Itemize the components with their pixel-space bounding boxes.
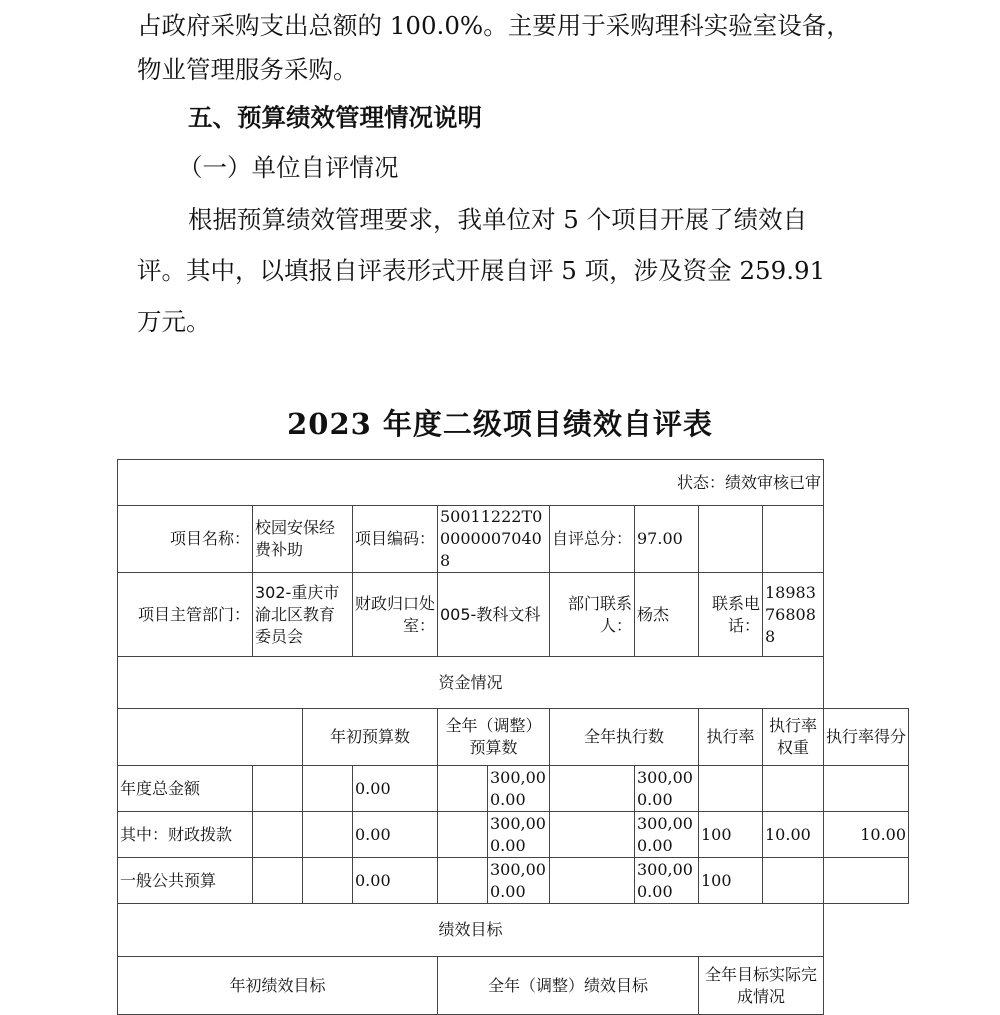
adjusted-budget-value: 300,000.00 bbox=[488, 766, 550, 812]
body-paragraph-line: 根据预算绩效管理要求，我单位对 5 个项目开展了绩效自 bbox=[188, 205, 808, 234]
phone-label: 联系电话： bbox=[699, 573, 763, 657]
row-label: 年度总金额 bbox=[118, 766, 253, 812]
initial-budget-value: 0.00 bbox=[353, 812, 438, 858]
contact-label: 部门联系人： bbox=[550, 573, 635, 657]
header-rate-weight: 执行率权重 bbox=[763, 709, 824, 766]
rate-score-value bbox=[824, 766, 909, 812]
targets-section-header: 绩效目标 bbox=[118, 904, 824, 957]
status-text: 状态：绩效审核已审 bbox=[676, 472, 821, 492]
empty-cell bbox=[253, 812, 303, 858]
body-paragraph-line: 评。其中，以填报自评表形式开展自评 5 项，涉及资金 259.91 bbox=[137, 256, 826, 285]
adjusted-budget-value: 300,000.00 bbox=[488, 812, 550, 858]
status-cell bbox=[118, 460, 824, 506]
office-value: 005-教科文科 bbox=[438, 573, 550, 657]
header-initial-budget: 年初预算数 bbox=[303, 709, 438, 766]
table-row bbox=[118, 812, 909, 858]
execution-rate-value bbox=[699, 766, 763, 812]
header-executed: 全年执行数 bbox=[550, 709, 699, 766]
performance-evaluation-table bbox=[117, 459, 909, 1015]
header-execution-rate: 执行率 bbox=[699, 709, 763, 766]
self-score-label: 自评总分： bbox=[550, 506, 635, 573]
body-paragraph-line: 物业管理服务采购。 bbox=[137, 55, 358, 84]
empty-cell bbox=[438, 812, 488, 858]
empty-cell bbox=[253, 858, 303, 904]
header-rate-score: 执行率得分 bbox=[824, 709, 909, 766]
section-heading: 五、预算绩效管理情况说明 bbox=[188, 103, 482, 132]
executed-value: 300,000.00 bbox=[635, 766, 699, 812]
header-actual-completion: 全年目标实际完成情况 bbox=[699, 957, 824, 1015]
execution-rate-value: 100 bbox=[699, 812, 763, 858]
row-label: 一般公共预算 bbox=[118, 858, 253, 904]
empty-cell bbox=[253, 766, 303, 812]
empty-cell bbox=[763, 506, 824, 573]
table-title: 2023 年度二级项目绩效自评表 bbox=[287, 407, 713, 441]
empty-cell bbox=[550, 858, 635, 904]
empty-cell bbox=[699, 506, 763, 573]
self-score-value: 97.00 bbox=[635, 506, 699, 573]
rate-weight-value: 10.00 bbox=[763, 812, 824, 858]
table-row bbox=[118, 766, 909, 812]
header-adjusted-budget: 全年（调整）预算数 bbox=[438, 709, 550, 766]
header-initial-targets: 年初绩效目标 bbox=[118, 957, 438, 1015]
rate-score-value bbox=[824, 858, 909, 904]
dept-value: 302-重庆市渝北区教育委员会 bbox=[253, 573, 353, 657]
project-code-label: 项目编码： bbox=[353, 506, 438, 573]
empty-cell bbox=[550, 766, 635, 812]
rate-weight-value bbox=[763, 766, 824, 812]
body-paragraph-line: 占政府采购支出总额的 100.0%。主要用于采购理科实验室设备， bbox=[137, 11, 851, 40]
empty-cell bbox=[438, 766, 488, 812]
rate-score-value: 10.00 bbox=[824, 812, 909, 858]
empty-cell bbox=[303, 766, 353, 812]
execution-rate-value: 100 bbox=[699, 858, 763, 904]
empty-cell bbox=[438, 858, 488, 904]
body-paragraph-line: 万元。 bbox=[137, 307, 211, 336]
project-name-label: 项目名称： bbox=[118, 506, 253, 573]
office-label: 财政归口处室： bbox=[353, 573, 438, 657]
empty-cell bbox=[303, 858, 353, 904]
adjusted-budget-value: 300,000.00 bbox=[488, 858, 550, 904]
rate-weight-value bbox=[763, 858, 824, 904]
empty-cell bbox=[303, 812, 353, 858]
empty-cell bbox=[550, 812, 635, 858]
table-row bbox=[118, 858, 909, 904]
initial-budget-value: 0.00 bbox=[353, 766, 438, 812]
dept-label: 项目主管部门： bbox=[118, 573, 253, 657]
project-name-value: 校园安保经费补助 bbox=[253, 506, 353, 573]
row-label: 其中：财政拨款 bbox=[118, 812, 253, 858]
initial-budget-value: 0.00 bbox=[353, 858, 438, 904]
phone-value: 18983768088 bbox=[763, 573, 824, 657]
executed-value: 300,000.00 bbox=[635, 858, 699, 904]
subsection-heading: （一）单位自评情况 bbox=[178, 153, 399, 182]
contact-value: 杨杰 bbox=[635, 573, 699, 657]
funds-section-header: 资金情况 bbox=[118, 657, 824, 709]
empty-header-cell bbox=[118, 709, 303, 766]
executed-value: 300,000.00 bbox=[635, 812, 699, 858]
header-adjusted-targets: 全年（调整）绩效目标 bbox=[438, 957, 699, 1015]
project-code-value: 50011222T000000070408 bbox=[438, 506, 550, 573]
